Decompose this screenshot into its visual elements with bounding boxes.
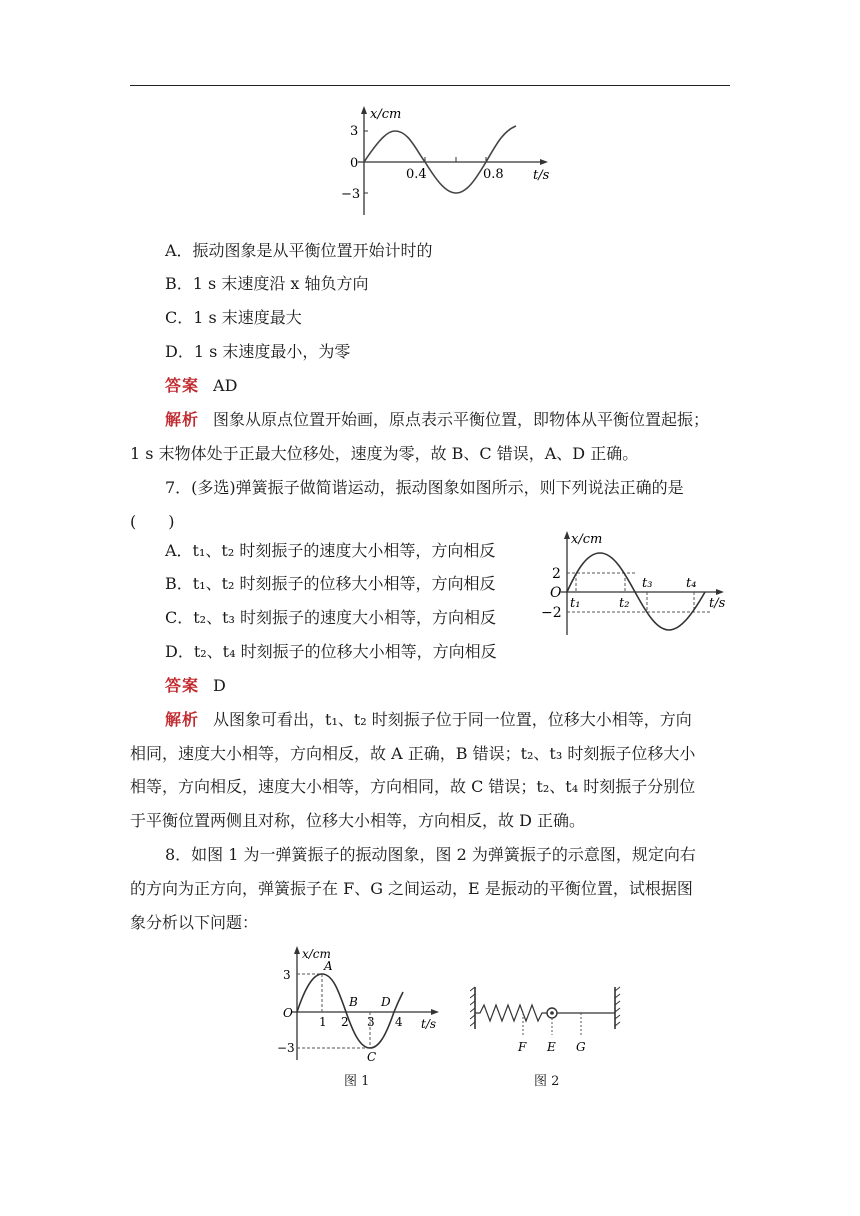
q7-stem-line-1: 7．(多选)弹簧振子做简谐运动，振动图象如图所示，则下列说法正确的是 bbox=[165, 478, 684, 497]
fig1-ytick: −3 bbox=[277, 1041, 295, 1055]
fig-q7-t-label: t₁ bbox=[570, 596, 581, 611]
fig1-xtick: 2 bbox=[341, 1015, 349, 1029]
q6-answer bbox=[165, 375, 237, 397]
analysis-label: 解析 bbox=[165, 710, 200, 729]
q6-option-d: D．1 s 末速度最小，为零 bbox=[165, 342, 351, 361]
figure-q8-graph-1 bbox=[275, 940, 455, 1065]
q6-option-b: B．1 s 末速度沿 x 轴负方向 bbox=[165, 274, 369, 293]
fig1-caption: 图 1 bbox=[344, 1074, 370, 1089]
fig-top-ytick: 3 bbox=[350, 124, 359, 139]
fig-top-xtick: 0.4 bbox=[406, 167, 427, 182]
q6-option-a: A．振动图象是从平衡位置开始计时的 bbox=[165, 241, 433, 260]
q8-stem-line-3: 象分析以下问题： bbox=[130, 913, 259, 932]
fig-q7-xlabel: t/s bbox=[709, 596, 726, 611]
fig1-ylabel: x/cm bbox=[302, 947, 331, 961]
q6-option-c: C．1 s 末速度最大 bbox=[165, 308, 302, 327]
figure-q7-graph bbox=[535, 525, 735, 640]
q6-analysis-line-1 bbox=[165, 409, 709, 431]
fig2-point-label: E bbox=[547, 1040, 556, 1054]
fig-q7-ytick: O bbox=[550, 585, 562, 601]
fig-q7-ytick: 2 bbox=[552, 566, 561, 582]
fig-top-xtick: 0.8 bbox=[483, 167, 504, 182]
analysis-text: 从图象可看出，t₁、t₂ 时刻振子位于同一位置，位移大小相等，方向 bbox=[213, 710, 692, 729]
answer-label: 答案 bbox=[165, 676, 200, 695]
fig1-ytick: O bbox=[283, 1006, 293, 1020]
figure-top-graph bbox=[340, 100, 570, 225]
fig2-point-label: F bbox=[518, 1040, 527, 1054]
fig1-point-label: A bbox=[324, 959, 333, 973]
q7-stem-line-2: ( ) bbox=[130, 512, 175, 531]
header-rule bbox=[130, 85, 730, 86]
fig1-xtick: 3 bbox=[367, 1015, 375, 1029]
q7-answer bbox=[165, 675, 226, 697]
fig1-point-label: B bbox=[349, 995, 358, 1009]
fig-top-ytick: −3 bbox=[341, 187, 361, 202]
q7-option-c: C．t₂、t₃ 时刻振子的速度大小相等，方向相反 bbox=[165, 608, 497, 627]
fig2-caption: 图 2 bbox=[534, 1074, 560, 1089]
figure-q8-spring-diagram bbox=[470, 985, 630, 1060]
fig2-point-label: G bbox=[576, 1040, 586, 1054]
fig-top-xlabel: t/s bbox=[533, 168, 550, 183]
fig1-xlabel: t/s bbox=[421, 1017, 437, 1031]
q6-analysis-line-2: 1 s 末物体处于正最大位移处，速度为零，故 B、C 错误，A、D 正确。 bbox=[130, 444, 639, 463]
fig-q7-ylabel: x/cm bbox=[571, 532, 603, 547]
fig-q7-t-label: t₃ bbox=[642, 576, 653, 591]
fig-q7-t-label: t₂ bbox=[619, 596, 630, 611]
q8-stem-line-2: 的方向为正方向，弹簧振子在 F、G 之间运动，E 是振动的平衡位置，试根据图 bbox=[130, 879, 693, 898]
q7-analysis-line-2: 相同，速度大小相等，方向相反，故 A 正确，B 错误；t₂、t₃ 时刻振子位移大小 bbox=[130, 744, 696, 763]
fig-top-ylabel: x/cm bbox=[370, 107, 402, 122]
q7-option-b: B．t₁、t₂ 时刻振子的位移大小相等，方向相反 bbox=[165, 574, 496, 593]
q7-analysis-line-3: 相等，方向相反，速度大小相等，方向相同，故 C 错误；t₂、t₄ 时刻振子分别位 bbox=[130, 777, 696, 796]
fig1-xtick: 1 bbox=[319, 1015, 327, 1029]
fig1-xtick: 4 bbox=[395, 1015, 403, 1029]
answer-value: D bbox=[213, 676, 226, 695]
fig1-ytick: 3 bbox=[283, 968, 291, 982]
analysis-label: 解析 bbox=[165, 410, 200, 429]
q7-analysis-line-1 bbox=[165, 709, 692, 731]
answer-value: AD bbox=[213, 376, 238, 395]
fig-q7-ytick: −2 bbox=[541, 605, 562, 621]
q7-option-a: A．t₁、t₂ 时刻振子的速度大小相等，方向相反 bbox=[165, 541, 496, 560]
q7-option-d: D．t₂、t₄ 时刻振子的位移大小相等，方向相反 bbox=[165, 642, 497, 661]
fig-top-ytick: 0 bbox=[350, 156, 359, 171]
fig-q7-t-label: t₄ bbox=[686, 576, 697, 591]
answer-label: 答案 bbox=[165, 376, 200, 395]
analysis-text: 图象从原点位置开始画，原点表示平衡位置，即物体从平衡位置起振； bbox=[213, 410, 710, 429]
q7-analysis-line-4: 于平衡位置两侧且对称，位移大小相等，方向相反，故 D 正确。 bbox=[130, 811, 586, 830]
fig1-point-label: D bbox=[381, 995, 391, 1009]
fig1-point-label: C bbox=[367, 1050, 377, 1064]
q8-stem-line-1: 8．如图 1 为一弹簧振子的振动图象，图 2 为弹簧振子的示意图，规定向右 bbox=[165, 845, 696, 864]
